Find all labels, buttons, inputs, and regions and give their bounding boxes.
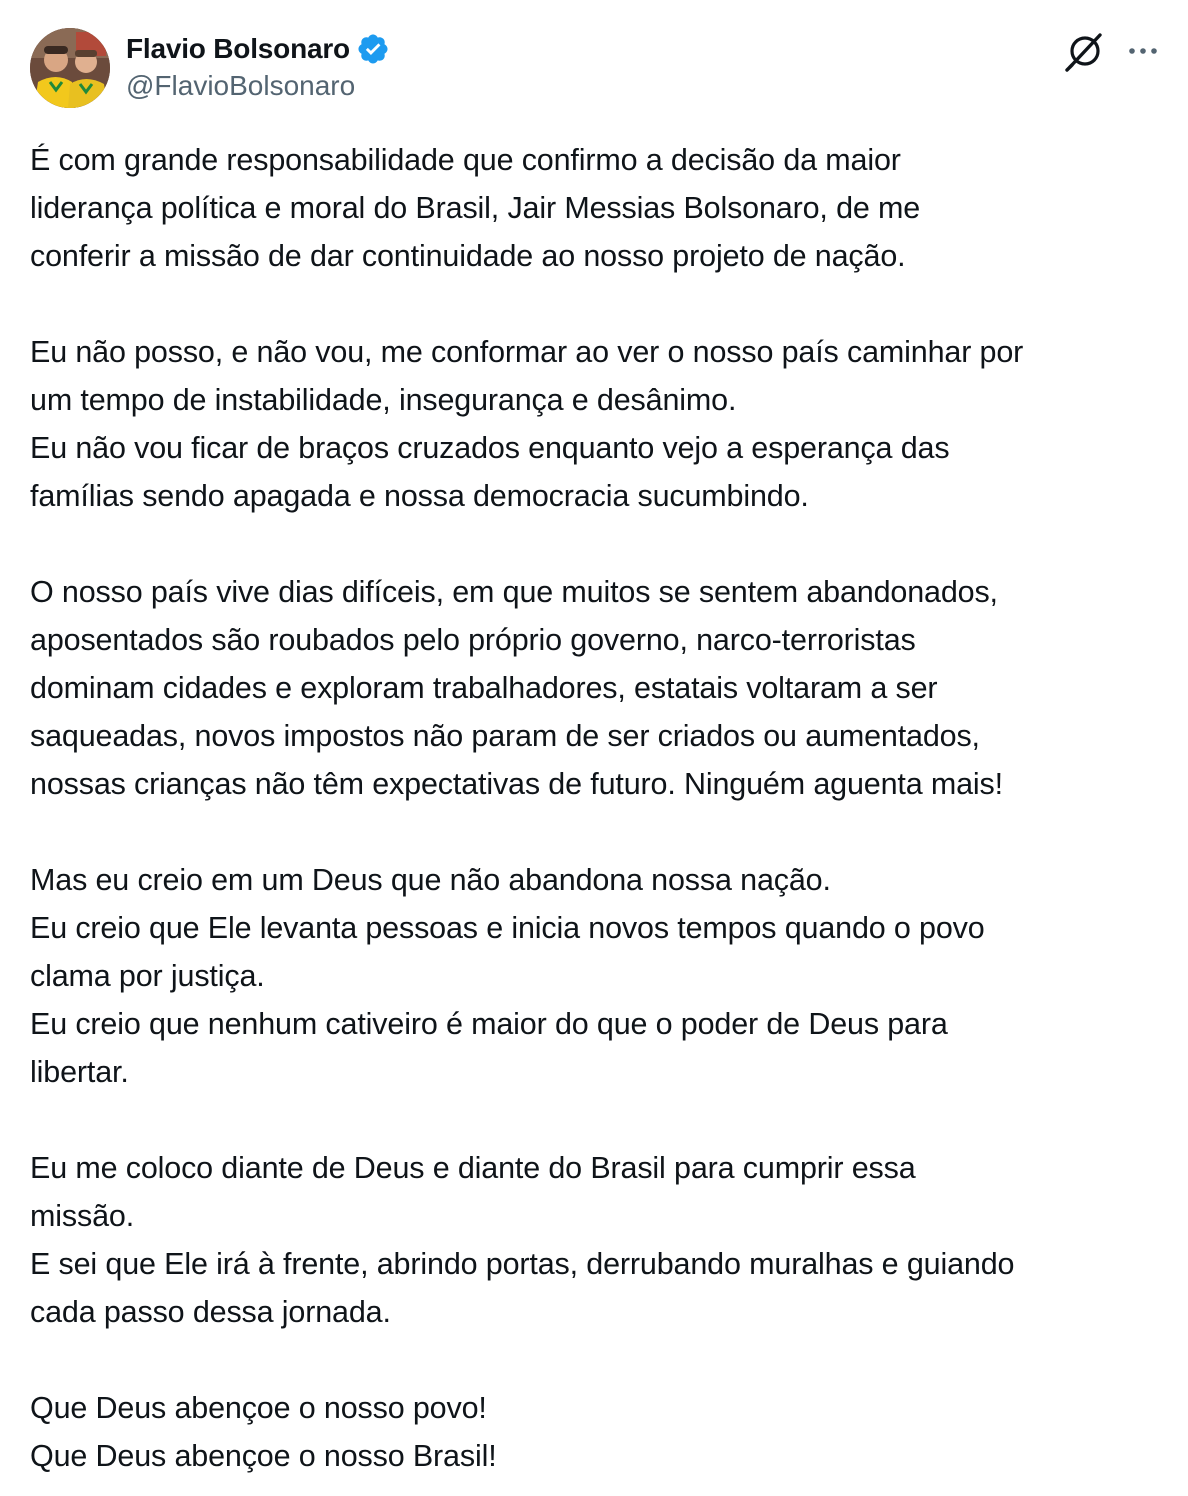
author-handle[interactable]: @FlavioBolsonaro (126, 70, 356, 101)
post-text-line: liderança política e moral do Brasil, Jair Messias Bolsonaro, de me (30, 191, 921, 225)
post-text-line: famílias sendo apagada e nossa democracia sucumbindo. (30, 479, 809, 513)
post-text-line: conferir a missão de dar continuidade ao nosso projeto de nação. (30, 239, 906, 273)
post-text-line: Eu creio que nenhum cativeiro é maior do que o poder de Deus para (30, 1007, 948, 1041)
post-text-line: aposentados são roubados pelo próprio governo, narco-terroristas (30, 623, 916, 657)
display-name-row (126, 30, 390, 68)
post-text-line: cada passo dessa jornada. (30, 1295, 391, 1329)
post-paragraph (30, 856, 1164, 1096)
post-text-line: Eu creio que Ele levanta pessoas e inicia novos tempos quando o povo (30, 911, 985, 945)
post-paragraph (30, 136, 1164, 280)
post-text-line: um tempo de instabilidade, insegurança e desânimo. (30, 383, 737, 417)
post-text-line: É com grande responsabilidade que confirmo a decisão da maior (30, 143, 901, 177)
post-text-line: Mas eu creio em um Deus que não abandona nossa nação. (30, 863, 831, 897)
post-paragraph (30, 1384, 1164, 1480)
post-text-line: Eu me coloco diante de Deus e diante do Brasil para cumprir essa (30, 1151, 916, 1185)
post-text-line: Que Deus abençoe o nosso Brasil! (30, 1439, 497, 1473)
post-text-line: O nosso país vive dias difíceis, em que muitos se sentem abandonados, (30, 575, 998, 609)
post-text-line: E sei que Ele irá à frente, abrindo portas, derrubando muralhas e guiando (30, 1247, 1015, 1281)
author-names (126, 30, 390, 102)
verified-badge-icon[interactable] (356, 32, 390, 66)
grok-icon[interactable] (1064, 30, 1106, 72)
post-text-line: missão. (30, 1199, 135, 1233)
post-text-line: nossas crianças não têm expectativas de futuro. Ninguém aguenta mais! (30, 767, 1003, 801)
post-text-line: saqueadas, novos impostos não param de ser criados ou aumentados, (30, 719, 980, 753)
post-text (30, 136, 1164, 1480)
display-name[interactable]: Flavio Bolsonaro (126, 33, 350, 64)
post-text-line: dominam cidades e exploram trabalhadores, estatais voltaram a ser (30, 671, 938, 705)
post-paragraph (30, 568, 1164, 808)
post-paragraph (30, 1144, 1164, 1336)
avatar[interactable] (30, 28, 110, 108)
post-text-line: libertar. (30, 1055, 129, 1089)
post-text-line: Eu não vou ficar de braços cruzados enquanto vejo a esperança das (30, 431, 950, 465)
avatar-image (30, 28, 110, 108)
post-text-line: Eu não posso, e não vou, me conformar ao ver o nosso país caminhar por (30, 335, 1024, 369)
more-options-icon[interactable] (1126, 34, 1160, 68)
post-text-line: clama por justiça. (30, 959, 265, 993)
post-header (30, 28, 1160, 108)
post-paragraph (30, 328, 1164, 520)
post-text-line: Que Deus abençoe o nosso povo! (30, 1391, 487, 1425)
